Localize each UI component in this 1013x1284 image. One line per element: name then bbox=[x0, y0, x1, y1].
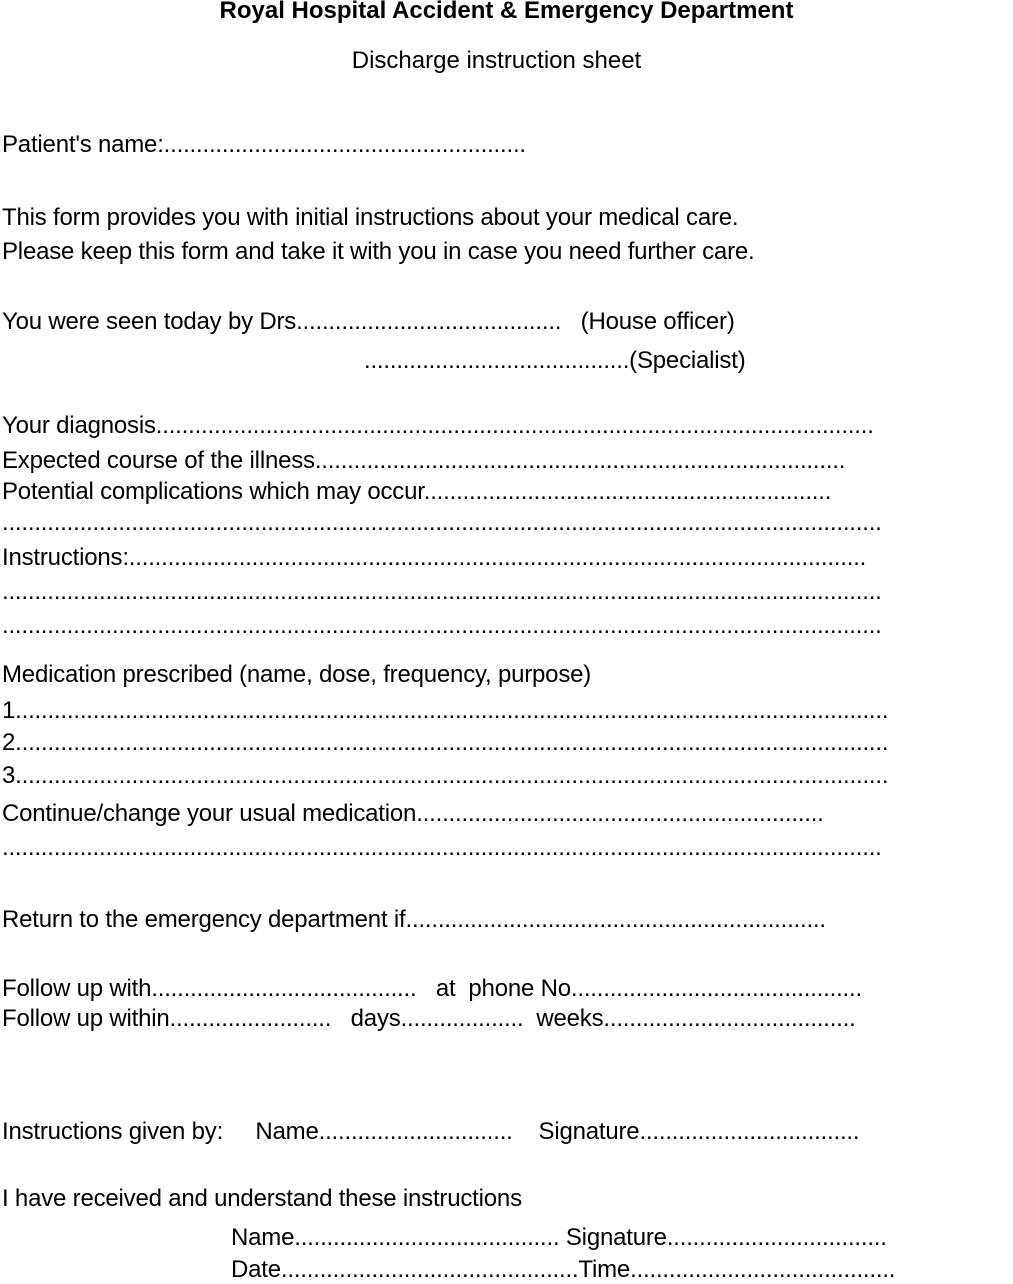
follow-up-with-line: Follow up with......................................... at phone No............................................. bbox=[2, 975, 862, 1002]
page-title: Royal Hospital Accident & Emergency Department bbox=[219, 0, 794, 24]
instructions-continuation-line-2: ........................................................................................................................................ bbox=[2, 612, 882, 639]
medication-line-3: 3....................................................................................................................................... bbox=[2, 762, 889, 789]
instructions-given-by-line: Instructions given by: Name.............................. Signature.................................. bbox=[2, 1118, 860, 1145]
diagnosis-line: Your diagnosis............................................................................................................... bbox=[2, 412, 874, 439]
received-statement: I have received and understand these instructions bbox=[2, 1185, 522, 1212]
expected-course-line: Expected course of the illness.................................................................................. bbox=[2, 447, 846, 474]
seen-by-house-officer-line: You were seen today by Drs......................................... (House officer) bbox=[2, 308, 735, 335]
intro-line-2: Please keep this form and take it with you in case you need further care. bbox=[2, 238, 755, 265]
page-subtitle: Discharge instruction sheet bbox=[351, 47, 642, 74]
complications-line: Potential complications which may occur............................................................... bbox=[2, 478, 832, 505]
patient-name-signature-line: Name......................................... Signature.................................. bbox=[231, 1224, 887, 1251]
return-if-line: Return to the emergency department if................................................................. bbox=[2, 906, 826, 933]
medication-line-2: 2....................................................................................................................................... bbox=[2, 729, 889, 756]
complications-continuation-line: ........................................................................................................................................ bbox=[2, 509, 882, 536]
medication-line-1: 1....................................................................................................................................... bbox=[2, 697, 889, 724]
date-time-line: Date..............................................Time......................................... bbox=[231, 1256, 896, 1283]
follow-up-within-line: Follow up within......................... days................... weeks....................................... bbox=[2, 1005, 856, 1032]
intro-line-1: This form provides you with initial instructions about your medical care. bbox=[2, 204, 739, 231]
instructions-line: Instructions:.................................................................................................................. bbox=[2, 544, 867, 571]
seen-by-specialist-line: .........................................(Specialist) bbox=[364, 347, 746, 374]
patient-name-line: Patient's name:........................................................ bbox=[2, 131, 526, 158]
medication-heading: Medication prescribed (name, dose, frequency, purpose) bbox=[2, 661, 592, 688]
instructions-continuation-line-1: ........................................................................................................................................ bbox=[2, 578, 882, 605]
usual-medication-continuation-line: ........................................................................................................................................ bbox=[2, 834, 882, 861]
usual-medication-line: Continue/change your usual medication............................................................... bbox=[2, 800, 824, 827]
